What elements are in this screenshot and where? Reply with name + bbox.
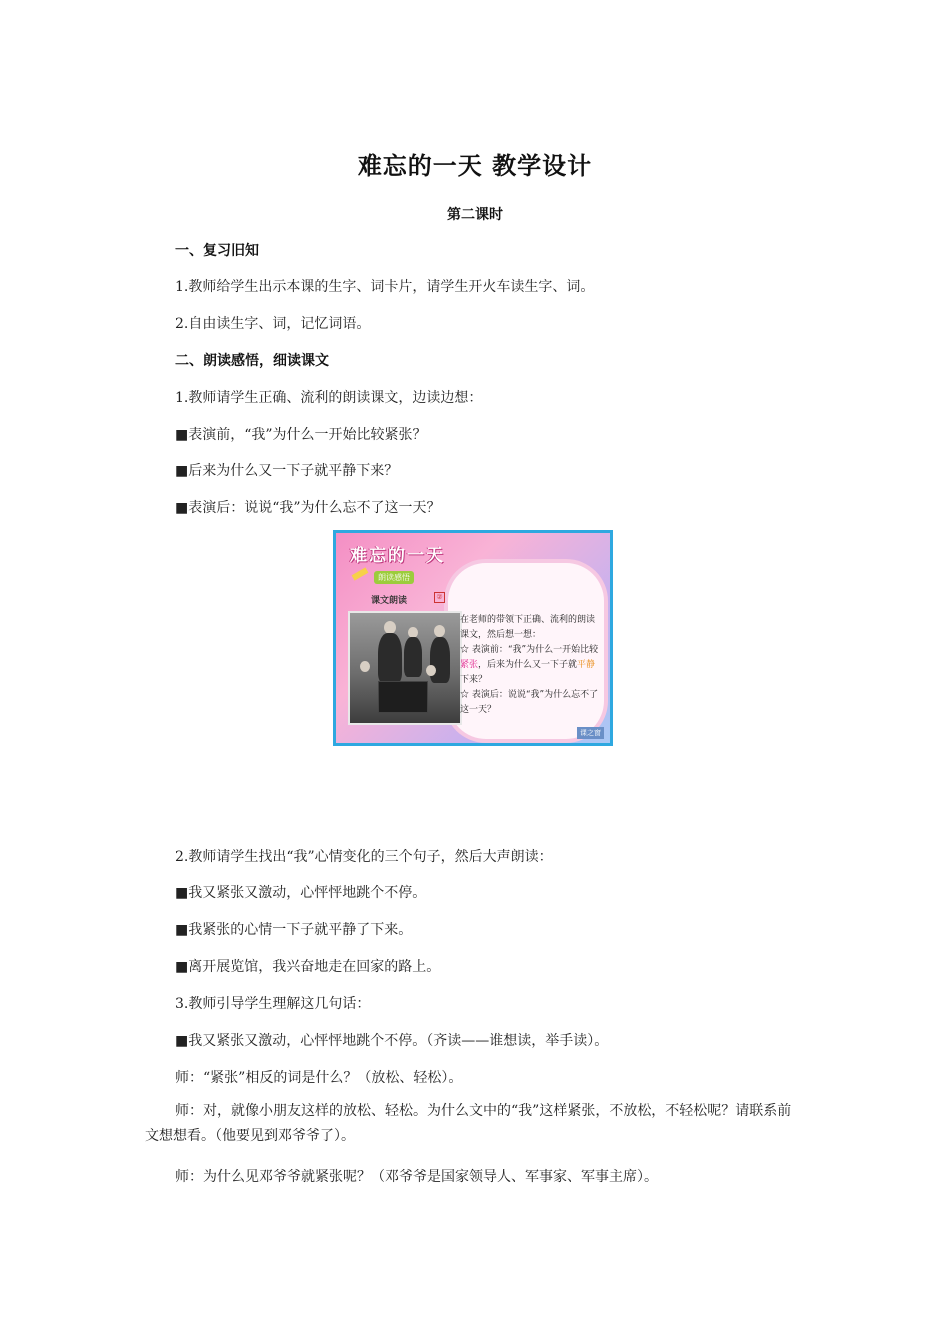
pencil-icon [352, 567, 369, 580]
review-item-1: 1.教师给学生出示本课的生字、词卡片，请学生开火车读生字、词。 [175, 279, 595, 295]
sentence-item: ■离开展览馆，我兴奋地走在回家的路上。 [175, 959, 441, 975]
section-heading-reading: 二、朗读感悟，细读课文 [175, 353, 329, 369]
reading-item-3: 3.教师引导学生理解这几句话： [175, 996, 371, 1012]
dialogue-line: 师：“紧张”相反的词是什么？（放松、轻松）。 [175, 1070, 463, 1086]
lesson-subtitle: 第二课时 [447, 207, 503, 223]
sentence-item: ■我又紧张又激动，心怦怦地跳个不停。 [175, 885, 427, 901]
review-item-2: 2.自由读生字、词，记忆词语。 [175, 316, 371, 332]
question-item: ■后来为什么又一下子就平静下来？ [175, 463, 399, 479]
person-figure [430, 637, 450, 683]
slide-label: 课文朗读 [371, 596, 408, 606]
television-set [378, 681, 428, 713]
dialogue-line: ■我又紧张又激动，心怦怦地跳个不停。（齐读——谁想读，举手读）。 [175, 1033, 609, 1049]
question-item: ■表演后：说说“我”为什么忘不了这一天？ [175, 500, 441, 516]
slide-text-q1: ☆ 表演前：“我”为什么一开始比较紧张，后来为什么又一下子就平静下来？ [460, 645, 599, 685]
slide-text [460, 613, 600, 718]
person-head [426, 665, 436, 676]
person-head [360, 661, 370, 672]
dialogue-paragraph: 师：对，就像小朋友这样的放松、轻松。为什么文中的“我”这样紧张，不放松，不轻松呢？请联系前文想想看。（他要见到邓爷爷了）。 [145, 1103, 792, 1144]
person-head [434, 625, 445, 637]
reading-item-1: 1.教师请学生正确、流利的朗读课文，边读边想： [175, 390, 483, 406]
dialogue-line: 师：为什么见邓爷爷就紧张呢？（邓爷爷是国家领导人、军事家、军事主席）。 [175, 1169, 658, 1185]
slide-text-intro: 在老师的带领下正确、流利的朗读课文，然后想一想： [460, 615, 596, 640]
slide-logo: 课之窗 [577, 727, 604, 739]
slide-marker: ② [434, 592, 445, 603]
question-item: ■表演前，“我”为什么一开始比较紧张？ [175, 427, 427, 443]
slide-tag: 朗读感悟 [374, 571, 414, 584]
historical-photo [348, 611, 462, 725]
lesson-slide-image [333, 530, 613, 746]
person-figure [378, 633, 402, 683]
person-figure [404, 637, 422, 677]
document-title: 难忘的一天 教学设计 [357, 152, 593, 180]
sentence-item: ■我紧张的心情一下子就平静了下来。 [175, 922, 413, 938]
slide-text-q2: ☆ 表演后：说说“我”为什么忘不了这一天？ [460, 690, 599, 715]
reading-item-2: 2.教师请学生找出“我”心情变化的三个句子，然后大声朗读： [175, 849, 553, 865]
slide-title: 难忘的一天 [350, 546, 445, 566]
section-heading-review: 一、复习旧知 [175, 243, 259, 259]
